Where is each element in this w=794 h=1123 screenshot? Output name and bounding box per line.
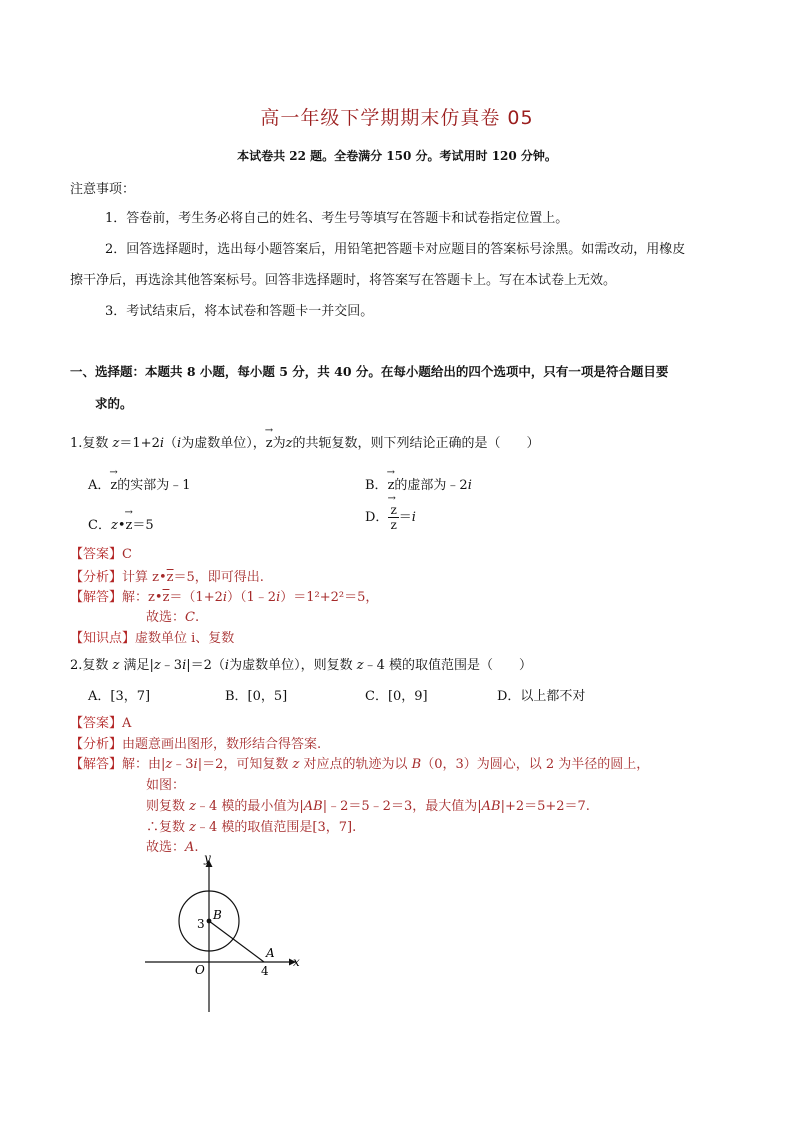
q1-option-c: C．z•→ z＝5 [88,514,154,533]
notice-item-1: 1．答卷前，考生务必将自己的姓名、考生号等填写在答题卡和试卷指定位置上。 [105,211,569,226]
point-b [207,919,212,924]
q1-solution-choice: 故选：C. [146,610,200,625]
q1-option-a: A．→ z的实部为﹣1 [88,474,191,493]
q2-answer: 【答案】A [70,716,132,731]
notice-item-2a: 2．回答选择题时，选出每小题答案后，用铅笔把答题卡对应题目的答案标号涂黑。如需改动，用橡皮 [105,242,686,257]
b-label: B [213,908,222,922]
a-label: A [266,946,275,960]
q1-knowledge: 【知识点】虚数单位 i、复数 [70,631,235,646]
tick-4: 4 [261,964,269,978]
coordinate-figure [140,850,320,1020]
notice-item-3: 3．考试结束后，将本试卷和答题卡一并交回。 [105,304,374,319]
page-title: 高一年级下学期期末仿真卷 05 [260,107,534,129]
q1-option-b: B．→ z的虚部为﹣2i [365,474,472,493]
q2-analysis: 【分析】由题意画出图形，数形结合得答案. [70,737,322,752]
q2-solution-line4: ∴复数 z﹣4 模的取值范围是[3，7]. [146,820,357,835]
q2-option-d: D．以上都不对 [497,689,586,704]
q1-solution: 【解答】解：$z•\overline{z}=(1+2i)(1﹣2i)=1^2+2^2=5$， [70,590,379,605]
q2-option-a: A．[3，7] [88,689,151,704]
q2-solution-line3: 则复数 z﹣4 模的最小值为|AB|﹣2＝5﹣2＝3，最大值为|AB|+2＝5+2＝7. [146,799,590,814]
section-heading-line1: 一、选择题：本题共 8 小题，每小题 5 分，共 40 分。在每小题给出的四个选项中，只有一项是符合题目要 [70,364,669,379]
tick-3: 3 [197,917,205,931]
origin-label: O [195,963,205,977]
q1-stem: 1.复数 z＝1+2i（i为虚数单位），→ z为z的共轭复数，则下列结论正确的是（ ） [70,432,539,451]
q1-answer: 【答案】C [70,547,132,562]
q2-option-c: C．[0，9] [365,689,428,704]
section-heading-line2: 求的。 [95,396,133,411]
q2-solution-line2: 如图： [146,778,186,793]
q2-solution-line5: 故选：A. [146,840,199,855]
y-label: y [204,851,211,865]
q1-option-d: D． → $\frac{z}{z}$ ＝i [365,503,416,532]
segment-ab [209,921,264,962]
notice-item-2b: 擦干净后，再选涂其他答案标号。回答非选择题时，将答案写在答题卡上。写在本试卷上无效。 [70,273,617,288]
x-label: x [293,955,300,969]
q1-analysis: 【分析】计算 $z•\overline{z}=5$，即可得出. [70,570,264,585]
q2-option-b: B．[0，5] [225,689,288,704]
q2-solution-line1: 【解答】解：由|z﹣3i|＝2，可知复数 z 对应点的轨迹为以 B（0，3）为圆心，以 2 为半径的圆上， [70,757,650,772]
q2-stem: 2.复数 z 满足|z﹣3i|＝2（i为虚数单位），则复数 z﹣4 模的取值范围是（ ） [70,658,532,673]
exam-info: 本试卷共 22 题。全卷满分 150 分。考试用时 120 分钟。 [237,149,557,163]
notice-heading: 注意事项： [70,182,136,197]
